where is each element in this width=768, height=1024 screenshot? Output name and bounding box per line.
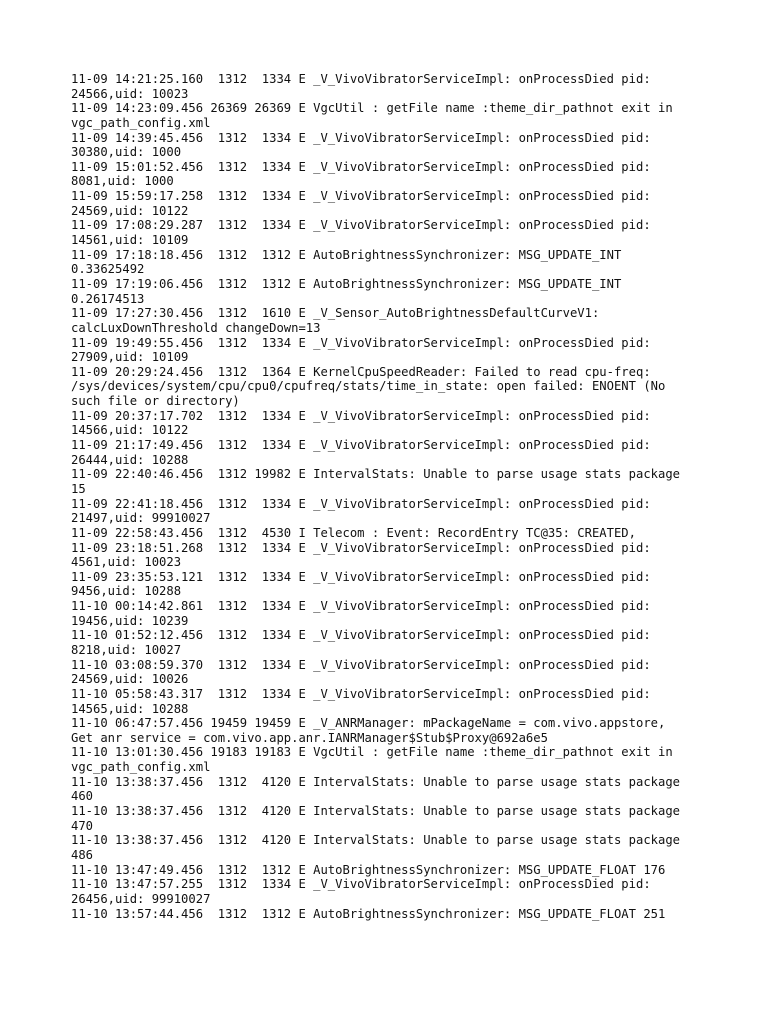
log-line: 0.33625492 xyxy=(71,262,145,277)
log-line: vgc_path_config.xml xyxy=(71,115,211,130)
log-line: 11-09 21:17:49.456 1312 1334 E _V_VivoVibratorServiceImpl: onProcessDied pid: xyxy=(71,438,651,453)
log-line: 11-10 13:01:30.456 19183 19183 E VgcUtil : getFile name :theme_dir_pathnot exit in xyxy=(71,745,673,760)
log-line: 11-10 13:57:44.456 1312 1312 E AutoBrightnessSynchronizer: MSG_UPDATE_FLOAT 251 xyxy=(71,906,666,921)
log-line: 11-10 05:58:43.317 1312 1334 E _V_VivoVibratorServiceImpl: onProcessDied pid: xyxy=(71,686,651,701)
log-line: 11-10 13:38:37.456 1312 4120 E IntervalStats: Unable to parse usage stats package xyxy=(71,804,681,819)
log-line: 9456,uid: 10288 xyxy=(71,584,182,599)
log-line: 11-10 03:08:59.370 1312 1334 E _V_VivoVibratorServiceImpl: onProcessDied pid: xyxy=(71,657,651,672)
log-line: 21497,uid: 99910027 xyxy=(71,511,211,526)
log-line: 30380,uid: 1000 xyxy=(71,145,182,160)
log-line: 14561,uid: 10109 xyxy=(71,233,189,248)
log-line: 11-10 01:52:12.456 1312 1334 E _V_VivoVibratorServiceImpl: onProcessDied pid: xyxy=(71,628,651,643)
log-line: 26444,uid: 10288 xyxy=(71,452,189,467)
log-line: 11-10 13:38:37.456 1312 4120 E IntervalStats: Unable to parse usage stats package xyxy=(71,833,681,848)
log-line: such file or directory) xyxy=(71,394,240,409)
log-line: 11-09 20:37:17.702 1312 1334 E _V_VivoVibratorServiceImpl: onProcessDied pid: xyxy=(71,408,651,423)
log-line: 470 xyxy=(71,818,94,833)
log-line: 11-09 22:40:46.456 1312 19982 E IntervalStats: Unable to parse usage stats package xyxy=(71,467,681,482)
log-line: 11-09 17:18:18.456 1312 1312 E AutoBrightnessSynchronizer: MSG_UPDATE_INT xyxy=(71,247,622,262)
log-line: /sys/devices/system/cpu/cpu0/cpufreq/stats/time_in_state: open failed: ENOENT (No xyxy=(71,379,666,394)
log-line: 11-09 14:21:25.160 1312 1334 E _V_VivoVibratorServiceImpl: onProcessDied pid: xyxy=(71,72,651,86)
log-line: 486 xyxy=(71,847,94,862)
log-line: 14565,uid: 10288 xyxy=(71,701,189,716)
log-line: 4561,uid: 10023 xyxy=(71,555,182,570)
log-text-block xyxy=(71,72,711,921)
log-line: 11-09 17:19:06.456 1312 1312 E AutoBrightnessSynchronizer: MSG_UPDATE_INT xyxy=(71,276,622,291)
log-line: 11-09 22:41:18.456 1312 1334 E _V_VivoVibratorServiceImpl: onProcessDied pid: xyxy=(71,496,651,511)
log-line: 11-09 23:18:51.268 1312 1334 E _V_VivoVibratorServiceImpl: onProcessDied pid: xyxy=(71,540,651,555)
log-line: 8081,uid: 1000 xyxy=(71,174,174,189)
log-line: 11-10 06:47:57.456 19459 19459 E _V_ANRManager: mPackageName = com.vivo.appstore, xyxy=(71,716,666,731)
log-line: 11-09 14:23:09.456 26369 26369 E VgcUtil : getFile name :theme_dir_pathnot exit in xyxy=(71,101,673,116)
log-line: 460 xyxy=(71,789,94,804)
log-line: 11-09 15:01:52.456 1312 1334 E _V_VivoVibratorServiceImpl: onProcessDied pid: xyxy=(71,159,651,174)
log-line: 11-09 23:35:53.121 1312 1334 E _V_VivoVibratorServiceImpl: onProcessDied pid: xyxy=(71,569,651,584)
log-line: calcLuxDownThreshold changeDown=13 xyxy=(71,320,321,335)
log-line: 11-09 19:49:55.456 1312 1334 E _V_VivoVibratorServiceImpl: onProcessDied pid: xyxy=(71,335,651,350)
log-line: 11-09 17:27:30.456 1312 1610 E _V_Sensor_AutoBrightnessDefaultCurveV1: xyxy=(71,306,600,321)
log-line: Get anr service = com.vivo.app.anr.IANRManager$Stub$Proxy@692a6e5 xyxy=(71,730,548,745)
log-line: 11-10 13:47:49.456 1312 1312 E AutoBrightnessSynchronizer: MSG_UPDATE_FLOAT 176 xyxy=(71,862,666,877)
log-line: 11-09 22:58:43.456 1312 4530 I Telecom : Event: RecordEntry TC@35: CREATED, xyxy=(71,525,636,540)
log-line: 24566,uid: 10023 xyxy=(71,86,189,101)
log-line: 19456,uid: 10239 xyxy=(71,613,189,628)
log-line: 11-10 13:38:37.456 1312 4120 E IntervalStats: Unable to parse usage stats package xyxy=(71,774,681,789)
log-line: 15 xyxy=(71,481,86,496)
log-line: 27909,uid: 10109 xyxy=(71,350,189,365)
log-line: 14566,uid: 10122 xyxy=(71,423,189,438)
log-line: 11-10 00:14:42.861 1312 1334 E _V_VivoVibratorServiceImpl: onProcessDied pid: xyxy=(71,599,651,614)
log-line: 11-09 20:29:24.456 1312 1364 E KernelCpuSpeedReader: Failed to read cpu-freq: xyxy=(71,364,651,379)
log-line: 11-09 17:08:29.287 1312 1334 E _V_VivoVibratorServiceImpl: onProcessDied pid: xyxy=(71,218,651,233)
log-line: 11-09 14:39:45.456 1312 1334 E _V_VivoVibratorServiceImpl: onProcessDied pid: xyxy=(71,130,651,145)
log-line: vgc_path_config.xml xyxy=(71,760,211,775)
log-line: 26456,uid: 99910027 xyxy=(71,891,211,906)
log-line: 0.26174513 xyxy=(71,291,145,306)
log-line: 24569,uid: 10026 xyxy=(71,672,189,687)
log-line: 8218,uid: 10027 xyxy=(71,642,182,657)
log-line: 24569,uid: 10122 xyxy=(71,203,189,218)
log-line: 11-09 15:59:17.258 1312 1334 E _V_VivoVibratorServiceImpl: onProcessDied pid: xyxy=(71,189,651,204)
log-line: 11-10 13:47:57.255 1312 1334 E _V_VivoVibratorServiceImpl: onProcessDied pid: xyxy=(71,877,651,892)
